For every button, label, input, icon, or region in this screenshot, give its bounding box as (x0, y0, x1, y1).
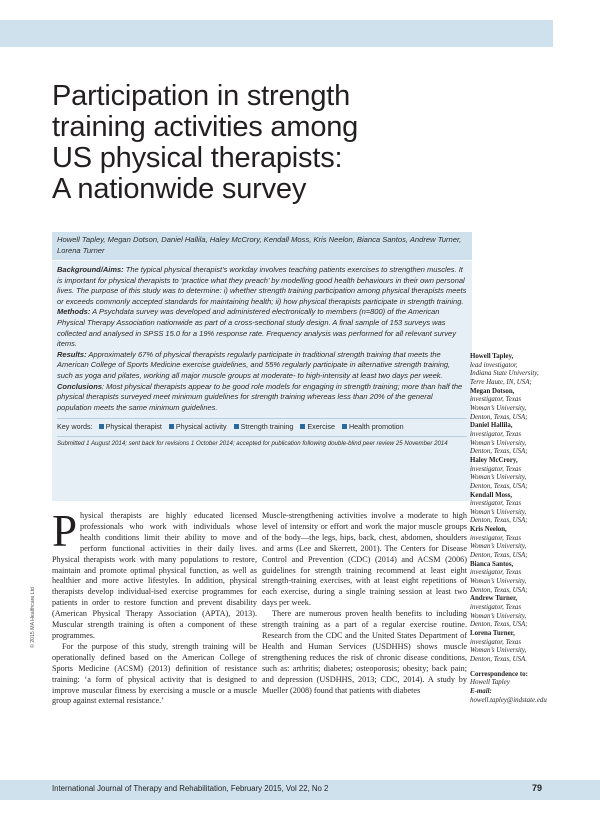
correspondence-label: Correspondence to: (470, 670, 528, 678)
affiliation-entry (470, 630, 570, 665)
affiliation-line: Woman’s University, (470, 647, 527, 655)
affiliation-line: Denton, Texas, USA; (470, 517, 528, 525)
square-bullet-icon (342, 424, 347, 429)
affiliation-name: Andrew Turner, (470, 595, 518, 603)
methods-text: A Psychdata survey was developed and administered electronically to members (n=800) of the American Physical Therapy Association nationwide as part of a cross-sectional study design. A final sample of 153 surveys was collected and analysed in SPSS 15.0 for a 19% response rate. Frequency analysis was performed for all relevant survey items. (57, 307, 456, 349)
affiliation-name: Bianca Santos, (470, 560, 514, 568)
keyword-item (342, 422, 404, 431)
square-bullet-icon (234, 424, 239, 429)
affiliation-line: Woman’s University, (470, 439, 527, 447)
drop-cap: P (52, 506, 78, 556)
title-line: US physical therapists: (52, 142, 343, 174)
keyword-item (234, 422, 294, 431)
affiliation-entry (470, 526, 570, 561)
affiliation-entry (470, 457, 570, 492)
square-bullet-icon (169, 424, 174, 429)
email-label: E-mail: (470, 687, 492, 695)
square-bullet-icon (300, 424, 305, 429)
keyword-item (300, 422, 335, 431)
affiliation-name: Kris Neelon, (470, 526, 507, 534)
conclusions-text: : Most physical therapists appear to be good role models for engaging in strength training; more than half the physical therapists surveyed meet minimum guidelines for strength training whereas less than 20% of the general population meets the same minimum guidelines. (57, 381, 463, 412)
affiliation-line: Denton, Texas, USA; (470, 413, 528, 421)
affiliation-name: Howell Tapley, (470, 353, 514, 360)
background-text: The typical physical therapist’s workday involves teaching patients exercises to strengthen muscles. It is important for physical therapists to ‘practice what they preach’ by modelling good health behaviours in their own personal lives. The purpose of this study was to determine: i) whether strength training participation among physical therapists meets or exceeds commonly accepted standards for maintaining health; ii) how physical therapists participate in strength training. (57, 265, 467, 306)
affiliation-line: Denton, Texas, USA. (470, 655, 527, 663)
affiliation-line: Denton, Texas, USA; (470, 586, 528, 594)
affiliation-line: investigator, Texas (470, 500, 522, 508)
conclusions-label: Conclusions (57, 381, 103, 391)
submission-history: Submitted 1 August 2014; sent back for revisions 1 October 2014; accepted for publication following double-blind peer review 25 November 2014 (57, 436, 467, 449)
results-label: Results: (57, 349, 87, 359)
affiliation-line: investigator, Texas (470, 638, 522, 646)
affiliation-line: Woman’s University, (470, 508, 527, 516)
body-column-left (52, 506, 257, 707)
abstract-background (57, 265, 467, 307)
intro-paragraph (52, 506, 257, 642)
affiliation-line: investigator, Texas (470, 396, 522, 404)
affiliation-line: investigator, Texas (470, 534, 522, 542)
author-list: Howell Tapley, Megan Dotson, Daniel Hallila, Haley McCrory, Kendall Moss, Kris Neelon, Bianca Santos, Andrew Turner, Lorena Turner (52, 232, 472, 260)
affiliation-line: Denton, Texas, USA; (470, 482, 528, 490)
affiliation-line: Woman’s University, (470, 404, 527, 412)
affiliation-line: investigator, Texas (470, 430, 522, 438)
journal-citation: International Journal of Therapy and Rehabilitation, February 2015, Vol 22, No 2 (52, 784, 329, 793)
square-bullet-icon (99, 424, 104, 429)
title-line: Participation in strength (52, 80, 351, 112)
correspondence-name: Howell Tapley (470, 679, 510, 687)
affiliation-line: Denton, Texas, USA; (470, 621, 528, 629)
affiliation-line: Woman’s University, (470, 543, 527, 551)
affiliation-line: investigator, Texas (470, 604, 522, 612)
methods-label: Methods: (57, 307, 91, 317)
body-paragraph: For the purpose of this study, strength training will be operationally defined based on the American College of Sports Medicine (ACSM) (2013) definition of resistance training: ‘a form of physical activity that is designed to improve muscular fitness by exercising a muscle or a muscle group against external resistance.’ (52, 641, 257, 706)
affiliation-line: Indiana State University, (470, 370, 539, 378)
keyword-text: Strength training (240, 422, 294, 432)
body-paragraph: Muscle-strengthening activities involve a moderate to high level of intensity or effort and work the major muscle groups of the body—the legs, hips, back, chest, abdomen, shoulders and arms (Lee and Skerrett, 2001). The Centers for Disease Control and Prevention (CDC) (2014) and ACSM (2006) guidelines for strength training recommend at least eight strength-training exercises, with at least eight repetitions of each exercise, during a single training session at least two days per week. (262, 511, 467, 608)
keywords-row (57, 418, 467, 433)
abstract-results (57, 350, 467, 382)
affiliation-line: Woman’s University, (470, 474, 527, 482)
affiliation-entry (470, 353, 570, 388)
title-line: training activities among (52, 111, 359, 143)
background-label: Background/Aims: (57, 265, 124, 274)
affiliation-line: Terre Haute, IN, USA; (470, 378, 532, 386)
affiliation-line: Denton, Texas, USA; (470, 448, 528, 456)
abstract-methods (57, 307, 467, 349)
email-address[interactable]: howell.tapley@indstate.edu (470, 696, 547, 704)
title-line: A nationwide survey (52, 173, 307, 205)
keyword-item (99, 422, 162, 431)
author-affiliations (470, 353, 570, 705)
abstract-conclusions (57, 382, 467, 414)
abstract-box (52, 261, 472, 501)
affiliation-name: Megan Dotson, (470, 387, 515, 395)
keywords-label: Key words: (57, 422, 93, 432)
body-column-right (262, 511, 467, 696)
affiliation-name: Daniel Hallila, (470, 422, 513, 430)
copyright-notice: © 2015 MA Healthcare Ltd (30, 587, 36, 648)
intro-text: hysical therapists are highly educated licensed professionals who work with individuals whose health conditions limit their ability to move and perform functional activities in their daily lives. Physical therapists work with many populations to restore, maintain and promote optimal physical function, as well as healthier and more active lifestyles. In addition, physical therapists develop individual-ised exercise programmes for patients in order to restore function and prevent disability (American Physical Therapy Association (APTA), 2013). Muscular strength training is often a component of these programmes. (52, 511, 257, 640)
affiliation-name: Lorena Turner, (470, 630, 515, 637)
affiliation-entry (470, 492, 570, 527)
keyword-text: Physical therapist (105, 422, 162, 432)
keyword-item (169, 422, 227, 431)
affiliation-line: investigator, Texas (470, 569, 522, 577)
affiliation-entry (470, 561, 570, 596)
header-band (0, 20, 553, 47)
affiliation-line: lead investigator, (470, 361, 518, 369)
keyword-text: Health promotion (348, 422, 404, 432)
affiliation-entry (470, 595, 570, 630)
keyword-text: Exercise (307, 422, 335, 432)
affiliation-entry (470, 388, 570, 423)
body-paragraph: There are numerous proven health benefits to including strength training as a part of a regular exercise routine. Research from the CDC and the United States Department of Health and Human Services (USDHHS) shows muscle strengthening reduces the risk of chronic disease conditions, such as: arthritis; diabetes; osteoporosis; obesity; back pain; and depression (USDHHS, 2013; CDC, 2014). A study by Mueller (2008) found that patients with diabetes (262, 609, 467, 695)
affiliation-line: Woman’s University, (470, 578, 527, 586)
affiliation-line: investigator, Texas (470, 465, 522, 473)
affiliation-name: Haley McCrory, (470, 456, 518, 464)
affiliation-name: Kendall Moss, (470, 491, 513, 499)
keyword-text: Physical activity (175, 422, 227, 432)
affiliation-line: Woman’s University, (470, 612, 527, 620)
page-number: 79 (532, 783, 543, 793)
affiliation-entry (470, 422, 570, 457)
article-title (52, 81, 492, 205)
affiliation-line: Denton, Texas, USA; (470, 552, 528, 560)
results-text: Approximately 67% of physical therapists regularly participate in traditional strength training that meets the American College of Sports Medicine exercise guidelines, and 55% regularly participate in alternative strength training, such as yoga and pilates, working all major muscle groups at moderate- to high-intensity at least two days per week. (57, 349, 451, 380)
